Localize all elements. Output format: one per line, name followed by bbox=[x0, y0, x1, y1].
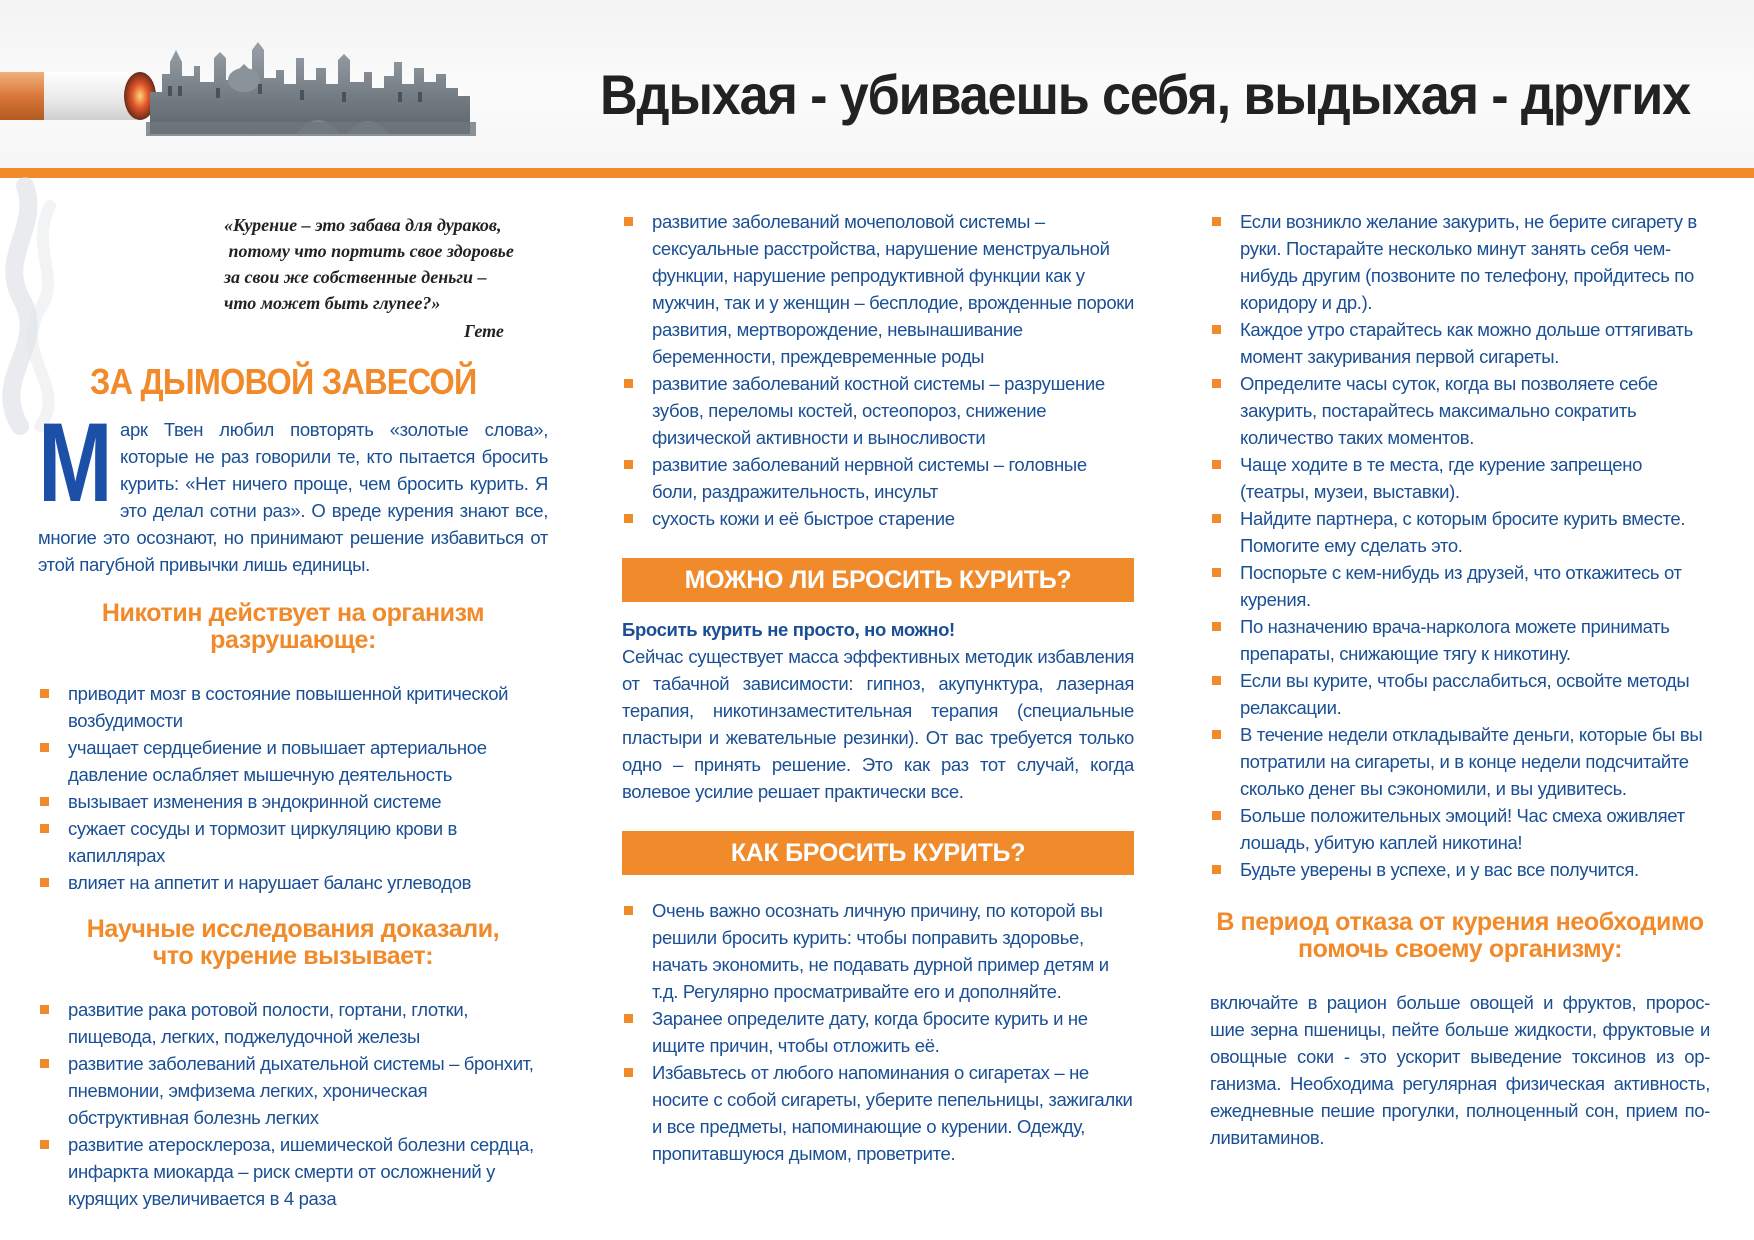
subtitle-nicotine: Никотин действует на организм разрушающе: bbox=[101, 599, 485, 654]
drop-cap: М bbox=[38, 400, 113, 525]
list-item: развитие заболеваний дыхательной системы – бронхит, пневмонии, эмфизема легких, хроническая обструктивная болезнь легких bbox=[38, 1050, 548, 1131]
quote-line: «Курение – это забава для дураков, bbox=[224, 215, 502, 235]
list-item: Поспорьте с кем-нибудь из друзей, что откажитесь от курения. bbox=[1210, 559, 1710, 613]
page-title: Вдыхая - убиваешь себя, выдыхая - других bbox=[600, 63, 1690, 126]
list-item: развитие атеросклероза, ишемической болезни сердца, инфаркта миокарда – риск смерти от осложнений у курящих увеличивается в 4 раза bbox=[38, 1131, 548, 1212]
quote-line: за свои же собственные деньги – bbox=[224, 267, 487, 287]
list-item: В течение недели откладывайте деньги, которые бы вы потратили на сигареты, и в конце недели подсчитайте сколько денег вы сэкономили, и вы удивитесь. bbox=[1210, 721, 1710, 802]
list-item: Найдите партнера, с которым бросите курить вместе. Помогите ему сделать это. bbox=[1210, 505, 1710, 559]
header-divider bbox=[0, 168, 1754, 178]
list-item: развитие заболеваний костной системы – разрушение зубов, переломы костей, остеопороз, снижение физической активности и выносливости bbox=[622, 370, 1134, 451]
list-item: Избавьтесь от любого напоминания о сигаретах – не носите с собой сигареты, уберите пепельницы, зажигалки и все предметы, напоминающие о курении. Одежду, пропитавшуюся дымом, проветрите. bbox=[622, 1059, 1134, 1167]
quote-line: потому что портить свое здоровье bbox=[224, 241, 514, 261]
list-item: Чаще ходите в те места, где курение запрещено (театры, музеи, выставки). bbox=[1210, 451, 1710, 505]
list-item: сухость кожи и её быстрое старение bbox=[622, 505, 1134, 532]
list-item: Заранее определите дату, когда бросите курить и не ищите причин, чтобы отложить её. bbox=[622, 1005, 1134, 1059]
list-item: сужает сосуды и тормозит циркуляцию крови в капиллярах bbox=[38, 815, 548, 869]
header-banner bbox=[0, 0, 1754, 168]
list-item: Будьте уверены в успехе, и у вас все получится. bbox=[1210, 856, 1710, 883]
quote-author: Гете bbox=[464, 321, 504, 341]
subtitle-research: Научные исследования доказали, что курение вызывает: bbox=[86, 915, 500, 970]
column-right bbox=[1210, 196, 1710, 1151]
research-effects-list bbox=[38, 996, 548, 1212]
list-item: Каждое утро старайтесь как можно дольше оттягивать момент закуривания первой сигареты. bbox=[1210, 316, 1710, 370]
quote-line: что может быть глупее?» bbox=[224, 293, 441, 313]
can-quit-lead: Бросить курить не просто, но можно! bbox=[622, 619, 955, 640]
how-to-quit-list bbox=[622, 897, 1134, 1167]
list-item: развитие заболеваний мочеполовой системы – сексуальные расстройства, нарушение менструальной функции, нарушение репродуктивной функции как у мужчин, так и у женщин – бесплодие, врожденные пороки развития, мертворождение, невынашивание беременности, преждевременные роды bbox=[622, 208, 1134, 370]
list-item: Определите часы суток, когда вы позволяете себе закурить, постарайтесь максимально сократить количество таких моментов. bbox=[1210, 370, 1710, 451]
column-left bbox=[38, 196, 548, 1212]
list-item: Если возникло желание закурить, не берите сигарету в руки. Постарайте несколько минут занять себя чем-нибудь другим (позвоните по телефону, пройдитесь по коридору и др.). bbox=[1210, 208, 1710, 316]
list-item: влияет на аппетит и нарушает баланс углеводов bbox=[38, 869, 548, 896]
list-item: Очень важно осознать личную причину, по которой вы решили бросить курить: чтобы поправить здоровье, начать экономить, не подавать дурной пример детям и т.д. Регулярно просматривайте его и дополняйте. bbox=[622, 897, 1134, 1005]
subtitle-help-body: В период отказа от курения необходимо помочь своему организму: bbox=[1216, 908, 1704, 963]
box-title-how-to-quit: КАК БРОСИТЬ КУРИТЬ? bbox=[622, 831, 1134, 875]
research-effects-list-continued bbox=[622, 208, 1134, 532]
list-item: Если вы курите, чтобы расслабиться, освойте методы релаксации. bbox=[1210, 667, 1710, 721]
goethe-quote bbox=[224, 212, 548, 344]
intro-text: арк Твен любил повторять «золотые слова», которые не раз говорили те, кто пытается бросить курить: «Нет ничего проще, чем бросить курить. Я это делал сотни раз». О вреде курения знают все, многие это осознают, но принимают решение избавиться от этой пагубной привычки лишь единицы. bbox=[38, 419, 548, 575]
list-item: развитие рака ротовой полости, гортани, глотки, пищевода, легких, поджелудочной железы bbox=[38, 996, 548, 1050]
list-item: учащает сердцебиение и повышает артериальное давление ослабляет мышечную деятельность bbox=[38, 734, 548, 788]
column-middle bbox=[622, 196, 1134, 1167]
can-quit-text: Сейчас существует масса эффективных методик избавления от табачной зависимости: гипноз, акупунктура, лазерная терапия, никотинзаместительная терапия (специальные пластыри и жевательные резинки). От вас требуется только одно – принять решение. Это как раз тот случай, когда волевое усилие решает практически все. bbox=[622, 646, 1134, 802]
nicotine-effects-list bbox=[38, 680, 548, 896]
section-title-smoke-screen: ЗА ДЫМОВОЙ ЗАВЕСОЙ bbox=[90, 361, 477, 402]
list-item: По назначению врача-нарколога можете принимать препараты, снижающие тягу к никотину. bbox=[1210, 613, 1710, 667]
list-item: развитие заболеваний нервной системы – головные боли, раздражительность, инсульт bbox=[622, 451, 1134, 505]
how-to-quit-list-continued bbox=[1210, 208, 1710, 883]
intro-paragraph bbox=[38, 400, 548, 578]
help-body-text: включайте в рацион больше овощей и фруктов, пророс-шие зерна пшеницы, пейте больше жидкости, фруктовые и овощные соки - это ускорит выведение токсинов из ор-ганизма. Необходима регулярная физическая активность, ежедневные пешие прогулки, полноценный сон, прием по-ливитаминов. bbox=[1210, 992, 1710, 1148]
smoldering-cigarette-city-illustration bbox=[0, 22, 560, 162]
list-item: Больше положительных эмоций! Час смеха оживляет лошадь, убитую каплей никотина! bbox=[1210, 802, 1710, 856]
list-item: приводит мозг в состояние повышенной критической возбудимости bbox=[38, 680, 548, 734]
list-item: вызывает изменения в эндокринной системе bbox=[38, 788, 548, 815]
box-title-can-quit: МОЖНО ЛИ БРОСИТЬ КУРИТЬ? bbox=[622, 558, 1134, 602]
